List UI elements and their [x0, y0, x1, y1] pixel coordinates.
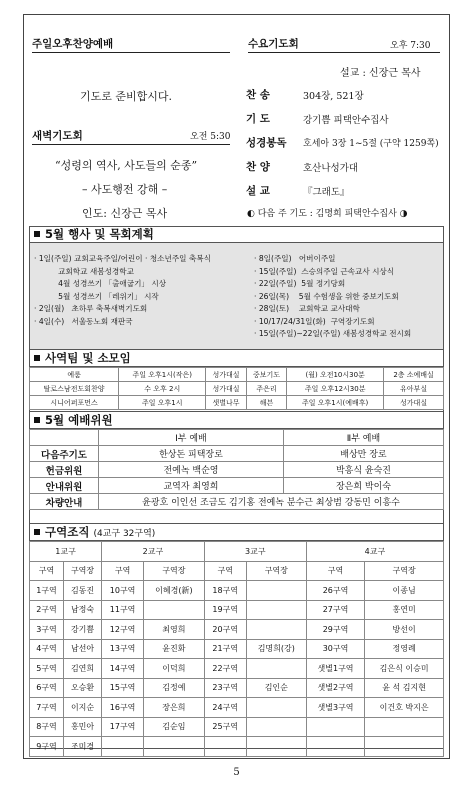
table-cell: 성가대실: [206, 382, 246, 396]
order-label: 찬 양: [246, 161, 270, 173]
district-cell: 샛별2구역: [306, 678, 364, 698]
table-row: [30, 382, 444, 396]
ministry-title: 사역팀 및 소모임: [45, 351, 131, 365]
event-item: · 28일(토) 교회학교 교사대학: [254, 304, 360, 313]
district-cell: 30구역: [306, 639, 364, 659]
group-header: 1교구: [30, 542, 102, 562]
worship-staff-header: [30, 412, 443, 429]
table-cell: 성가대실: [206, 368, 246, 382]
leader-cell: 이덕희: [144, 659, 205, 679]
leader-cell: 김명희(강): [246, 639, 306, 659]
district-cell: 3구역: [30, 620, 64, 640]
worship-staff-title: 5월 예배위원: [45, 413, 113, 427]
row-label: 차량안내: [30, 494, 99, 510]
wednesday-preacher: 설교 : 신장근 목사: [340, 68, 421, 79]
district-cell: 10구역: [102, 581, 144, 601]
district-cell: 샛별3구역: [306, 698, 364, 718]
table-row: [30, 494, 444, 510]
district-cell: 24구역: [204, 698, 246, 718]
order-value: 호산나성가대: [303, 163, 359, 174]
events-left-list: [34, 253, 211, 328]
leader-cell: 김순임: [144, 717, 205, 737]
district-cell: 1구역: [30, 581, 64, 601]
worship-staff-box: [29, 412, 444, 524]
leader-cell: 강기쁨: [63, 620, 101, 640]
table-cell: 장은희 박이숙: [283, 478, 443, 494]
order-label: 기 도: [246, 113, 270, 125]
page-number: 5: [233, 767, 240, 778]
square-bullet-icon: [34, 529, 40, 535]
event-item: 4월 성경쓰기 「출애굽기」 시상: [34, 279, 167, 288]
district-cell: 12구역: [102, 620, 144, 640]
leader-cell: 김정예: [144, 678, 205, 698]
event-item: · 22일(주일) 5월 정기당회: [254, 279, 346, 288]
wednesday-time: 오후 7:30: [390, 41, 431, 51]
sunday-worship-text: 기도로 준비합시다.: [80, 90, 173, 103]
district-cell: 2구역: [30, 600, 64, 620]
table-row: [30, 737, 444, 757]
ministry-box: [29, 350, 444, 412]
leader-cell: 김동진: [63, 581, 101, 601]
dawn-prayer-time: 오전 5:30: [190, 132, 231, 142]
district-cell: 14구역: [102, 659, 144, 679]
district-cell: 9구역: [30, 737, 64, 757]
districts-title: 구역조직: [45, 525, 90, 539]
table-row: [30, 396, 444, 410]
table-cell: 탈로스남전도회찬양: [30, 382, 119, 396]
worship-staff-table: [29, 429, 444, 510]
wednesday-title: 수요기도회: [248, 38, 299, 50]
district-cell: [204, 737, 246, 757]
leader-cell: 홍연미: [365, 600, 444, 620]
event-item: · 1일(주일) 교회교육주일/어린이 · 청소년주일 축복식: [34, 254, 211, 263]
group-header: 2교구: [102, 542, 205, 562]
leader-cell: 정영례: [365, 639, 444, 659]
leader-cell: [246, 737, 306, 757]
district-cell: [306, 717, 364, 737]
order-label: 성경봉독: [246, 137, 287, 149]
districts-box: [29, 524, 444, 749]
district-cell: 7구역: [30, 698, 64, 718]
leader-cell: [365, 717, 444, 737]
leader-cell: 남정숙: [63, 600, 101, 620]
table-cell: 주일 오후1시: [119, 396, 206, 410]
leader-cell: 홍민아: [63, 717, 101, 737]
column-header: 구역장: [144, 561, 205, 581]
district-cell: 17구역: [102, 717, 144, 737]
district-cell: 25구역: [204, 717, 246, 737]
event-item: · 10/17/24/31일(화) 구역장기도회: [254, 316, 375, 326]
table-cell: 배상만 장로: [283, 446, 443, 462]
event-item: · 8일(주일) 어버이주일: [254, 254, 336, 263]
dawn-leader: 인도: 신장근 목사: [82, 207, 168, 220]
order-label: 설 교: [246, 185, 270, 197]
leader-cell: [144, 600, 205, 620]
order-value: 호세아 3장 1~5절 (구약 1259쪽): [303, 139, 439, 149]
leader-cell: 방선이: [365, 620, 444, 640]
sunday-worship-title: 주일오후찬양예배: [32, 38, 114, 50]
districts-table: [29, 541, 444, 757]
divider: [32, 52, 230, 53]
dawn-prayer-title: 새벽기도회: [32, 130, 83, 142]
leader-cell: 윤진화: [144, 639, 205, 659]
table-row: [30, 446, 444, 462]
table-cell: 주일 오후1시(예배후): [287, 396, 384, 410]
district-cell: 27구역: [306, 600, 364, 620]
column-header: 구역장: [246, 561, 306, 581]
events-box: [29, 226, 444, 350]
table-row: [30, 659, 444, 679]
table-row: [30, 600, 444, 620]
table-cell: 전예녹 백순영: [99, 462, 284, 478]
ministry-table: [29, 367, 444, 410]
leader-cell: [246, 717, 306, 737]
column-header: 구역: [204, 561, 246, 581]
leader-cell: 이지순: [63, 698, 101, 718]
leader-cell: 윤 석 김지현: [365, 678, 444, 698]
district-cell: 8구역: [30, 717, 64, 737]
table-cell: 주일 오후1시(작은): [119, 368, 206, 382]
table-row: [30, 698, 444, 718]
leader-cell: [246, 600, 306, 620]
order-label: 찬 송: [246, 89, 270, 101]
leader-cell: [144, 737, 205, 757]
districts-subtitle: (4교구 32구역): [93, 529, 156, 539]
event-item: 교회학교 새봄성경학교: [34, 266, 134, 276]
district-cell: 29구역: [306, 620, 364, 640]
column-header: 구역장: [63, 561, 101, 581]
leader-cell: 김인순: [246, 678, 306, 698]
column-header: 구역: [102, 561, 144, 581]
event-item: · 15일(주일) 스승의주일 근속교사 시상식: [254, 266, 395, 276]
district-cell: 15구역: [102, 678, 144, 698]
table-cell: 한상돈 피택장로: [99, 446, 284, 462]
group-header: 4교구: [306, 542, 443, 562]
events-title: 5월 행사 및 목회계획: [45, 227, 154, 241]
district-cell: 샛별1구역: [306, 659, 364, 679]
table-cell: 주일 오후12시30분: [287, 382, 384, 396]
event-item: · 15일(주일)~22일(주일) 새봄성경학교 전시회: [254, 329, 412, 338]
sermon-series: – 사도행전 강해 –: [82, 183, 168, 196]
row-label: 헌금위원: [30, 462, 99, 478]
district-cell: 21구역: [204, 639, 246, 659]
second-service-header: Ⅱ부 예배: [283, 430, 443, 446]
table-row: [30, 639, 444, 659]
table-cell: 샛별나무: [206, 396, 246, 410]
row-label: 다음주기도: [30, 446, 99, 462]
district-cell: 11구역: [102, 600, 144, 620]
district-cell: 18구역: [204, 581, 246, 601]
table-cell: 2층 소예배실: [384, 368, 444, 382]
leader-cell: [246, 620, 306, 640]
table-cell: 윤광호 이인선 조금도 김기홍 전예녹 분수근 최상범 강동민 이흥수: [99, 494, 444, 510]
district-cell: 6구역: [30, 678, 64, 698]
leader-cell: [246, 698, 306, 718]
district-cell: 20구역: [204, 620, 246, 640]
event-item: · 26일(목) 5월 수험생을 위한 중보기도회: [254, 291, 399, 301]
leader-cell: [365, 737, 444, 757]
ministry-header: [30, 350, 443, 367]
leader-cell: 최영희: [144, 620, 205, 640]
first-service-header: Ⅰ부 예배: [99, 430, 284, 446]
event-item: 5월 성경쓰기 「레위기」 시작: [34, 291, 159, 301]
districts-header: [30, 524, 443, 541]
leader-cell: 김은식 이승미: [365, 659, 444, 679]
group-header: 3교구: [204, 542, 306, 562]
district-cell: 16구역: [102, 698, 144, 718]
table-cell: 해븐: [246, 396, 286, 410]
event-item: · 2일(월) 초하루 축복새벽기도회: [34, 304, 148, 313]
sermon-title: “성령의 역사, 사도들의 순종”: [55, 159, 198, 172]
table-row: [30, 478, 444, 494]
square-bullet-icon: [34, 355, 40, 361]
table-cell: 교역자 최영희: [99, 478, 284, 494]
event-item: · 4일(수) 서울동노회 재판국: [34, 316, 133, 326]
next-week-prayer: ◐ 다음 주 기도 : 김명희 피택안수집사 ◑: [247, 209, 408, 219]
square-bullet-icon: [34, 417, 40, 423]
divider: [32, 144, 230, 145]
table-cell: 예룸: [30, 368, 119, 382]
events-header: [30, 227, 443, 243]
district-cell: 13구역: [102, 639, 144, 659]
square-bullet-icon: [34, 231, 40, 237]
district-cell: 5구역: [30, 659, 64, 679]
table-cell: (월) 오전10시30분: [287, 368, 384, 382]
order-value: 강기쁨 피택안수집사: [303, 115, 389, 126]
leader-cell: 조미경: [63, 737, 101, 757]
divider: [248, 52, 440, 53]
column-header: 구역: [30, 561, 64, 581]
district-rows: [30, 581, 444, 757]
leader-cell: 이종님: [365, 581, 444, 601]
table-row: [30, 542, 444, 562]
district-cell: [102, 737, 144, 757]
order-value: 『그래도』: [303, 187, 350, 198]
table-row: [30, 581, 444, 601]
table-row: [30, 561, 444, 581]
order-value: 304장, 521장: [303, 91, 364, 102]
table-cell: 성가대실: [384, 396, 444, 410]
column-header: 구역장: [365, 561, 444, 581]
row-label: 안내위원: [30, 478, 99, 494]
district-cell: 4구역: [30, 639, 64, 659]
leader-cell: 김연희: [63, 659, 101, 679]
leader-cell: 남선아: [63, 639, 101, 659]
table-cell: 시니어퍼포먼스: [30, 396, 119, 410]
table-cell: 중보기도: [246, 368, 286, 382]
leader-cell: 이혜경(新): [144, 581, 205, 601]
district-cell: 23구역: [204, 678, 246, 698]
table-row: [30, 462, 444, 478]
table-row: [30, 368, 444, 382]
leader-cell: [246, 581, 306, 601]
table-cell: 박흥식 윤숙진: [283, 462, 443, 478]
table-row: [30, 430, 444, 446]
table-cell: 유아부실: [384, 382, 444, 396]
table-cell: 주은리: [246, 382, 286, 396]
district-cell: [306, 737, 364, 757]
district-cell: 26구역: [306, 581, 364, 601]
table-row: [30, 717, 444, 737]
empty-cell: [30, 430, 99, 446]
leader-cell: 장은희: [144, 698, 205, 718]
table-row: [30, 678, 444, 698]
table-cell: 수 오후 2시: [119, 382, 206, 396]
leader-cell: [246, 659, 306, 679]
column-header: 구역: [306, 561, 364, 581]
leader-cell: 오승환: [63, 678, 101, 698]
district-cell: 22구역: [204, 659, 246, 679]
events-right-list: [254, 253, 411, 341]
district-cell: 19구역: [204, 600, 246, 620]
table-row: [30, 620, 444, 640]
leader-cell: 이건호 박지은: [365, 698, 444, 718]
